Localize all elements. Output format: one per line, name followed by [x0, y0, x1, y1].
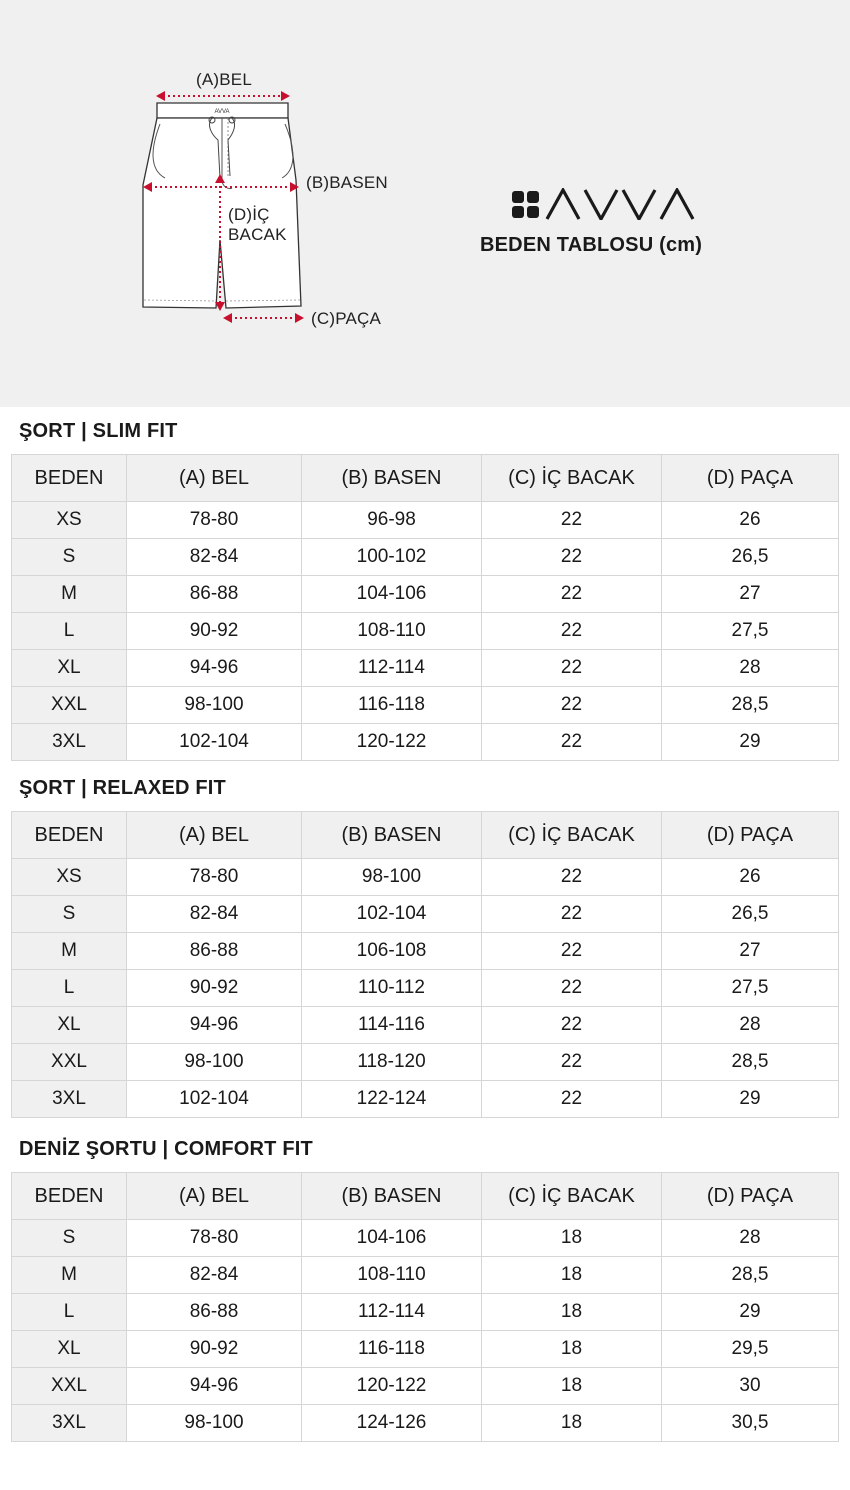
table-row	[12, 1007, 839, 1044]
size-table-slim-fit	[11, 454, 839, 761]
cell-basen: 112-114	[302, 1294, 482, 1331]
cell-bel: 78-80	[127, 859, 302, 896]
section-title-comfort-fit: DENİZ ŞORTU | COMFORT FIT	[19, 1138, 313, 1160]
cell-ic-bacak: 18	[482, 1220, 662, 1257]
cell-basen: 102-104	[302, 896, 482, 933]
header-paca: (D) PAÇA	[662, 1173, 839, 1220]
cell-paca: 28,5	[662, 1257, 839, 1294]
cell-bel: 90-92	[127, 970, 302, 1007]
logo-square-icon	[527, 206, 539, 218]
table-row	[12, 502, 839, 539]
cell-paca: 27	[662, 576, 839, 613]
table-row	[12, 896, 839, 933]
header-ic-bacak: (C) İÇ BACAK	[482, 455, 662, 502]
cell-basen: 116-118	[302, 687, 482, 724]
cell-paca: 26	[662, 859, 839, 896]
header-beden: BEDEN	[12, 455, 127, 502]
cell-bel: 82-84	[127, 896, 302, 933]
size-chart-title: BEDEN TABLOSU (cm)	[480, 234, 703, 256]
cell-basen: 110-112	[302, 970, 482, 1007]
cell-ic-bacak: 22	[482, 724, 662, 761]
cell-ic-bacak: 22	[482, 502, 662, 539]
cell-bel: 98-100	[127, 1405, 302, 1442]
cell-ic-bacak: 22	[482, 970, 662, 1007]
cell-bel: 82-84	[127, 1257, 302, 1294]
cell-paca: 28	[662, 1007, 839, 1044]
label-ic-bacak-line1: (D)İÇ	[228, 205, 270, 224]
cell-basen: 96-98	[302, 502, 482, 539]
label-bel: (A)BEL	[196, 70, 252, 89]
table-row	[12, 1081, 839, 1118]
cell-basen: 122-124	[302, 1081, 482, 1118]
cell-basen: 120-122	[302, 724, 482, 761]
table-row	[12, 724, 839, 761]
table-header-row	[12, 1173, 839, 1220]
cell-bel: 98-100	[127, 687, 302, 724]
cell-ic-bacak: 22	[482, 896, 662, 933]
cell-basen: 124-126	[302, 1405, 482, 1442]
cell-paca: 26	[662, 502, 839, 539]
header-paca: (D) PAÇA	[662, 812, 839, 859]
table-row	[12, 613, 839, 650]
cell-bel: 94-96	[127, 1007, 302, 1044]
cell-paca: 28	[662, 1220, 839, 1257]
cell-bel: 102-104	[127, 724, 302, 761]
cell-paca: 29	[662, 724, 839, 761]
cell-paca: 29	[662, 1081, 839, 1118]
table-header-row	[12, 455, 839, 502]
header-basen: (B) BASEN	[302, 1173, 482, 1220]
header-bel: (A) BEL	[127, 1173, 302, 1220]
header-basen: (B) BASEN	[302, 812, 482, 859]
cell-basen: 106-108	[302, 933, 482, 970]
cell-ic-bacak: 18	[482, 1368, 662, 1405]
cell-basen: 118-120	[302, 1044, 482, 1081]
header-bel: (A) BEL	[127, 812, 302, 859]
table-header-row	[12, 812, 839, 859]
cell-beden: L	[12, 1294, 127, 1331]
table-row	[12, 933, 839, 970]
table-row	[12, 687, 839, 724]
header-basen: (B) BASEN	[302, 455, 482, 502]
cell-beden: XXL	[12, 1044, 127, 1081]
cell-bel: 82-84	[127, 539, 302, 576]
cell-paca: 26,5	[662, 539, 839, 576]
cell-ic-bacak: 18	[482, 1257, 662, 1294]
cell-basen: 104-106	[302, 1220, 482, 1257]
cell-beden: S	[12, 896, 127, 933]
header-beden: BEDEN	[12, 1173, 127, 1220]
section-title-slim-fit: ŞORT | SLIM FIT	[19, 420, 178, 442]
cell-basen: 112-114	[302, 650, 482, 687]
cell-beden: XS	[12, 859, 127, 896]
table-row	[12, 1294, 839, 1331]
cell-ic-bacak: 18	[482, 1405, 662, 1442]
cell-beden: XL	[12, 1007, 127, 1044]
table-row	[12, 539, 839, 576]
header-paca: (D) PAÇA	[662, 455, 839, 502]
cell-paca: 30	[662, 1368, 839, 1405]
cell-paca: 29	[662, 1294, 839, 1331]
table-row	[12, 1220, 839, 1257]
table-row	[12, 859, 839, 896]
cell-beden: XL	[12, 1331, 127, 1368]
cell-ic-bacak: 22	[482, 859, 662, 896]
table-row	[12, 1368, 839, 1405]
cell-bel: 86-88	[127, 933, 302, 970]
cell-beden: M	[12, 576, 127, 613]
size-table-comfort-fit	[11, 1172, 839, 1442]
cell-ic-bacak: 22	[482, 576, 662, 613]
cell-bel: 94-96	[127, 650, 302, 687]
cell-beden: M	[12, 933, 127, 970]
label-ic-bacak-line2: BACAK	[228, 225, 287, 244]
cell-basen: 114-116	[302, 1007, 482, 1044]
cell-basen: 98-100	[302, 859, 482, 896]
cell-beden: 3XL	[12, 1081, 127, 1118]
table-row	[12, 970, 839, 1007]
cell-bel: 98-100	[127, 1044, 302, 1081]
cell-basen: 100-102	[302, 539, 482, 576]
cell-ic-bacak: 22	[482, 613, 662, 650]
cell-ic-bacak: 22	[482, 650, 662, 687]
cell-beden: S	[12, 1220, 127, 1257]
table-row	[12, 1257, 839, 1294]
cell-beden: XXL	[12, 687, 127, 724]
table-row	[12, 1405, 839, 1442]
header-bel: (A) BEL	[127, 455, 302, 502]
cell-ic-bacak: 22	[482, 1044, 662, 1081]
table-row	[12, 1331, 839, 1368]
logo-square-icon	[512, 206, 524, 218]
label-basen: (B)BASEN	[306, 173, 388, 192]
cell-basen: 120-122	[302, 1368, 482, 1405]
cell-bel: 78-80	[127, 502, 302, 539]
avva-wordmark	[545, 188, 695, 220]
cell-bel: 78-80	[127, 1220, 302, 1257]
section-title-relaxed-fit: ŞORT | RELAXED FIT	[19, 777, 226, 799]
cell-ic-bacak: 22	[482, 1007, 662, 1044]
cell-paca: 28	[662, 650, 839, 687]
cell-paca: 27,5	[662, 613, 839, 650]
cell-basen: 116-118	[302, 1331, 482, 1368]
logo-square-icon	[512, 191, 524, 203]
cell-paca: 27	[662, 933, 839, 970]
cell-ic-bacak: 22	[482, 539, 662, 576]
header-ic-bacak: (C) İÇ BACAK	[482, 812, 662, 859]
cell-beden: L	[12, 970, 127, 1007]
cell-beden: 3XL	[12, 724, 127, 761]
cell-paca: 28,5	[662, 687, 839, 724]
header-beden: BEDEN	[12, 812, 127, 859]
cell-ic-bacak: 18	[482, 1331, 662, 1368]
cell-basen: 108-110	[302, 613, 482, 650]
cell-paca: 29,5	[662, 1331, 839, 1368]
cell-bel: 86-88	[127, 1294, 302, 1331]
header-ic-bacak: (C) İÇ BACAK	[482, 1173, 662, 1220]
cell-bel: 90-92	[127, 613, 302, 650]
cell-ic-bacak: 18	[482, 1294, 662, 1331]
cell-beden: XS	[12, 502, 127, 539]
cell-bel: 94-96	[127, 1368, 302, 1405]
size-table-relaxed-fit	[11, 811, 839, 1118]
cell-beden: L	[12, 613, 127, 650]
table-row	[12, 576, 839, 613]
label-paca: (C)PAÇA	[311, 309, 382, 328]
cell-ic-bacak: 22	[482, 933, 662, 970]
cell-beden: XL	[12, 650, 127, 687]
table-row	[12, 1044, 839, 1081]
cell-basen: 104-106	[302, 576, 482, 613]
cell-paca: 27,5	[662, 970, 839, 1007]
cell-ic-bacak: 22	[482, 687, 662, 724]
cell-beden: 3XL	[12, 1405, 127, 1442]
cell-paca: 28,5	[662, 1044, 839, 1081]
cell-beden: S	[12, 539, 127, 576]
logo-square-icon	[527, 191, 539, 203]
cell-paca: 26,5	[662, 896, 839, 933]
cell-beden: XXL	[12, 1368, 127, 1405]
hero-panel	[0, 0, 850, 407]
cell-ic-bacak: 22	[482, 1081, 662, 1118]
cell-paca: 30,5	[662, 1405, 839, 1442]
cell-beden: M	[12, 1257, 127, 1294]
table-row	[12, 650, 839, 687]
cell-bel: 86-88	[127, 576, 302, 613]
shorts-diagram	[130, 60, 420, 350]
shorts-tag-text: AVVA	[214, 109, 230, 115]
cell-basen: 108-110	[302, 1257, 482, 1294]
cell-bel: 90-92	[127, 1331, 302, 1368]
cell-bel: 102-104	[127, 1081, 302, 1118]
